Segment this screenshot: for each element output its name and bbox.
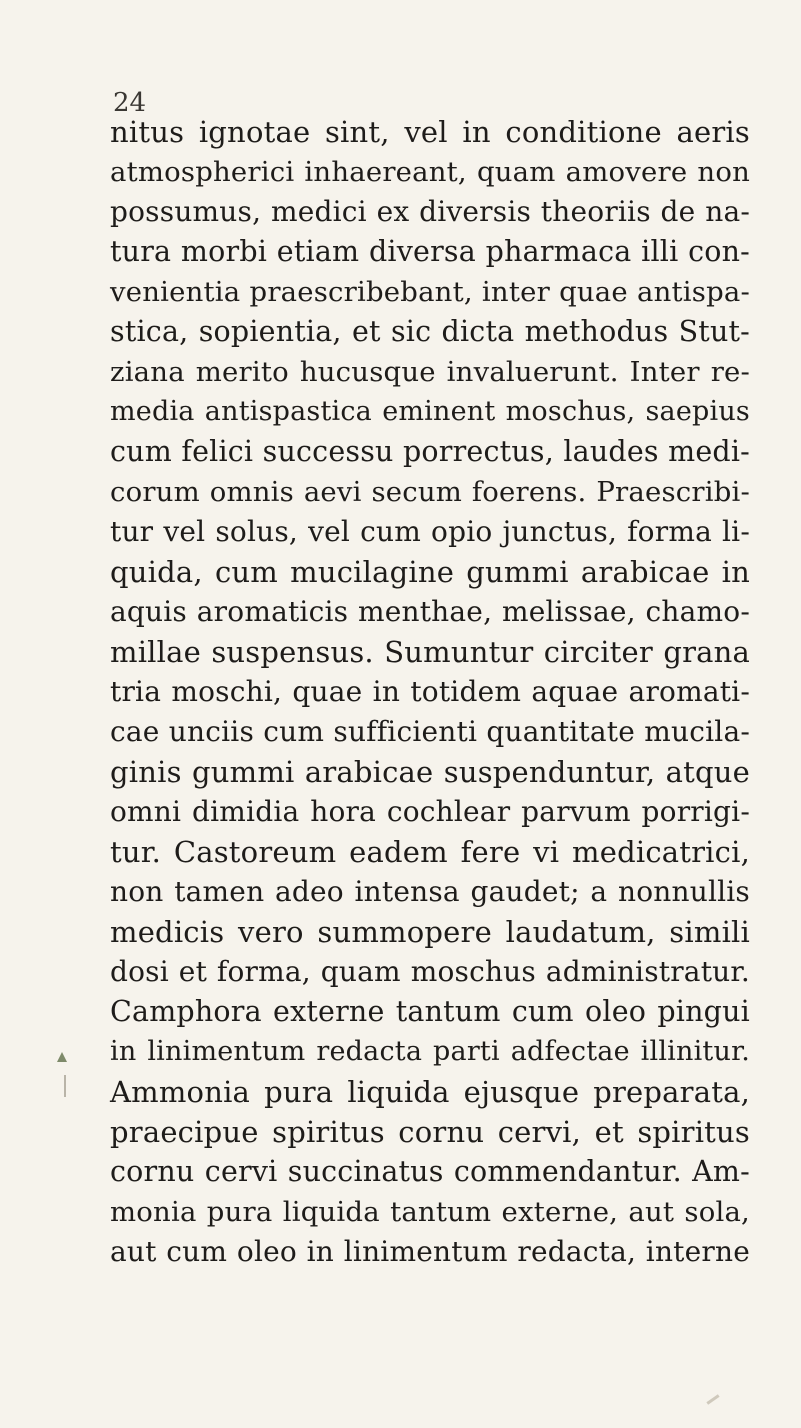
margin-mark-icon — [57, 1052, 67, 1062]
margin-bracket — [64, 1075, 66, 1097]
text-line: cae unciis cum sufficienti quantitate mucila- — [110, 715, 750, 748]
text-line: aut cum oleo in linimentum redacta, interne — [110, 1235, 750, 1268]
text-line: media antispastica eminent moschus, saepius — [110, 396, 750, 427]
text-line: stica, sopientia, et sic dicta methodus Stut- — [110, 315, 750, 348]
text-line: monia pura liquida tantum externe, aut sola, — [110, 1196, 750, 1228]
text-line: tur vel solus, vel cum opio junctus, forma li- — [110, 515, 750, 548]
text-line: non tamen adeo intensa gaudet; a nonnullis — [110, 875, 750, 908]
text-line: nitus ignotae sint, vel in conditione aeris — [110, 115, 750, 149]
text-line: omni dimidia hora cochlear parvum porrigi- — [110, 795, 750, 828]
page-number: 24 — [113, 88, 147, 118]
text-line: corum omnis aevi secum foerens. Praescribi- — [110, 476, 750, 508]
text-line: tura morbi etiam diversa pharmaca illi con- — [110, 235, 750, 268]
text-line: millae suspensus. Sumuntur circiter grana — [110, 635, 750, 669]
text-line: praecipue spiritus cornu cervi, et spiritus — [110, 1115, 750, 1149]
paper-speck — [706, 1394, 719, 1404]
text-line: cornu cervi succinatus commendantur. Am- — [110, 1155, 750, 1188]
text-line: venientia praescribebant, inter quae antispa- — [110, 276, 750, 308]
text-line: tria moschi, quae in totidem aquae aromati- — [110, 675, 750, 708]
text-line: ziana merito hucusque invaluerunt. Inter re- — [110, 356, 750, 388]
text-line: Ammonia pura liquida ejusque preparata, — [110, 1075, 750, 1109]
text-line: aquis aromaticis menthae, melissae, chamo- — [110, 595, 750, 628]
text-line: atmospherici inhaereant, quam amovere non — [110, 156, 750, 188]
text-line: medicis vero summopere laudatum, simili — [110, 915, 750, 949]
text-line: ginis gummi arabicae suspenduntur, atque — [110, 755, 750, 789]
text-line: quida, cum mucilagine gummi arabicae in — [110, 555, 750, 589]
text-line: cum felici successu porrectus, laudes medi- — [110, 435, 750, 468]
text-line: in linimentum redacta parti adfectae illinitur. — [110, 1036, 750, 1067]
text-line: possumus, medici ex diversis theoriis de na- — [110, 195, 750, 228]
body-text — [110, 112, 750, 1272]
text-line: Camphora externe tantum cum oleo pingui — [110, 995, 750, 1028]
text-line: tur. Castoreum eadem fere vi medicatrici, — [110, 835, 750, 869]
text-line: dosi et forma, quam moschus administratur. — [110, 955, 750, 988]
